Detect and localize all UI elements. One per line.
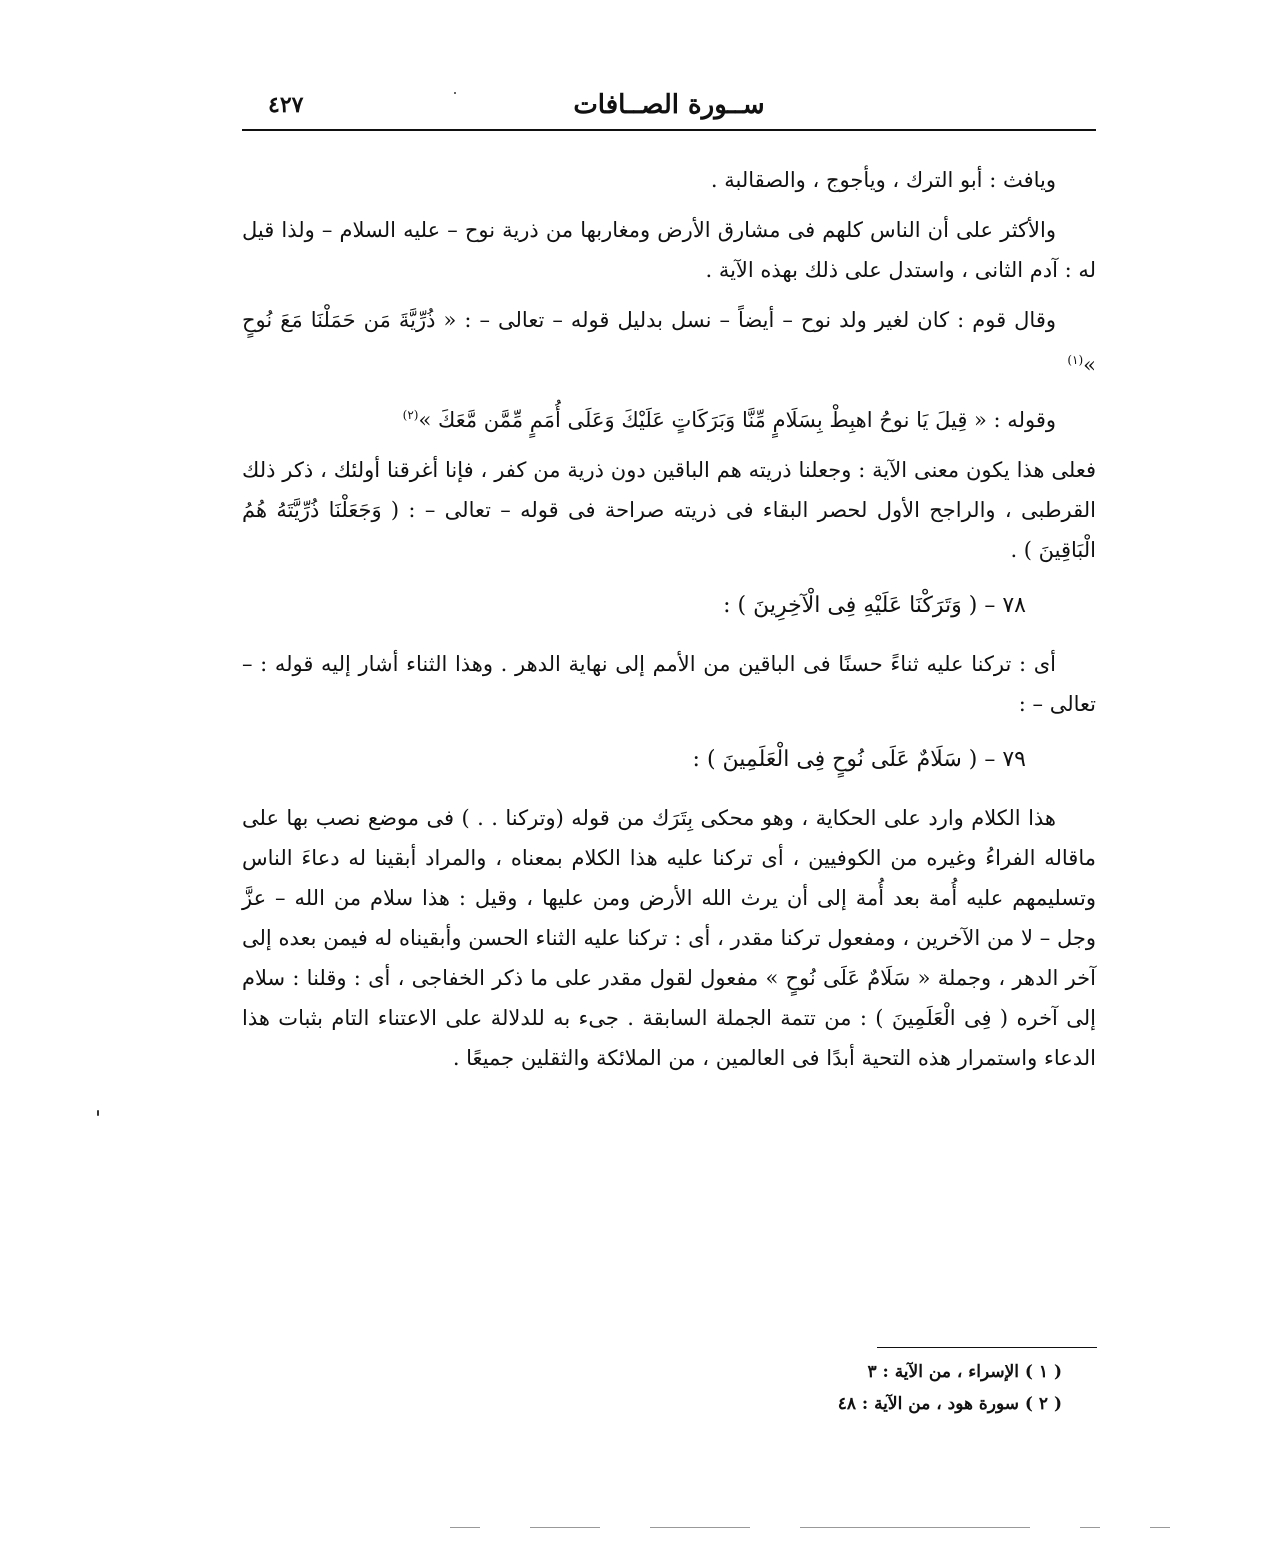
footnotes bbox=[838, 1356, 1062, 1420]
commentary-body bbox=[242, 160, 1096, 1088]
verse-78-heading: ٧٨ – ( وَتَرَكْنَا عَلَيْهِ فِى الْآخِرِينَ ) : bbox=[723, 593, 1026, 618]
paragraph-verse-79: هذا الكلام وارد على الحكاية ، وهو محكى بِتَرَك من قوله (وتركنا . . ) فى موضع نصب بها على ماقاله الفراءُ وغيره من الكوفيين ، أى تركنا عليه هذا الكلام بمعناه ، والمراد أبقينا له دعاءَ الناس وتسليمهم عليه أُمة بعد أُمة إلى أن يرث الله الأرض ومن عليها ، وقيل : هذا سلام من الله – عزَّ وجل – لا من الآخرين ، ومفعول تركنا مقدر ، أى : تركنا عليه الثناء الحسن وأبقيناه له فيمن بعده إلى آخر الدهر ، وجملة « سَلَامٌ عَلَى نُوحٍ » مفعول لقول مقدر على ما ذكر الخفاجى ، أى : وقلنا : سلام إلى آخره ( فِى الْعَلَمِينَ ) : من تتمة الجملة السابقة . جىء به للدلالة على الاعتناء التام بثبات هذا الدعاء واستمرار هذه التحية أبدًا فى العالمين ، من الملائكة والثقلين جميعًا . bbox=[242, 806, 1096, 1070]
paragraph-verse-quote bbox=[242, 395, 1096, 440]
paragraph-verse-quote-text: وقوله : « قِيلَ يَا نوحُ اهبِطْ بِسَلَامٍ مِّنَّا وَبَرَكَاتٍ عَلَيْكَ وَعَلَى أُمَمٍ مِّمَّن مَّعَكَ » bbox=[418, 408, 1056, 432]
page-number: ٤٢٧ bbox=[268, 92, 304, 118]
footnote-divider bbox=[877, 1347, 1097, 1348]
footnote-ref-2: (٢) bbox=[402, 408, 419, 422]
paragraph-meaning: فعلى هذا يكون معنى الآية : وجعلنا ذريته هم الباقين دون ذرية من كفر ، فإنا أغرقنا أولئك ، ذكر ذلك القرطبى ، والراجح الأول لحصر البقاء فى ذريته صراحة فى قوله – تعالى – : ( وَجَعَلْنَا ذُرِّيَّتَهُ هُمُ الْبَاقِينَ ) . bbox=[242, 458, 1096, 562]
paragraph-other-view bbox=[242, 300, 1096, 385]
footnote-2: ( ٢ ) سورة هود ، من الآية : ٤٨ bbox=[837, 1394, 1062, 1414]
verse-79-heading: ٧٩ – ( سَلَامٌ عَلَى نُوحٍ فِى الْعَلَمِينَ ) : bbox=[692, 747, 1026, 772]
paragraph-japheth: ويافث : أبو الترك ، ويأجوج ، والصقالبة . bbox=[710, 168, 1056, 192]
paragraph-descendants: والأكثر على أن الناس كلهم فى مشارق الأرض ومغاربها من ذرية نوح – عليه السلام – ولذا قيل له : آدم الثانى ، واستدل على ذلك بهذه الآية . bbox=[242, 218, 1096, 282]
surah-title: ســورة الصــافات bbox=[573, 90, 765, 120]
scan-speck bbox=[454, 92, 456, 94]
header-divider bbox=[242, 129, 1096, 131]
paragraph-verse-78: أى : تركنا عليه ثناءً حسنًا فى الباقين من الأمم إلى نهاية الدهر . وهذا الثناء أشار إليه قوله : – تعالى – : bbox=[242, 652, 1096, 716]
scan-edge-marks bbox=[170, 1527, 1170, 1529]
footnote-1: ( ١ ) الإسراء ، من الآية : ٣ bbox=[867, 1362, 1062, 1382]
footnote-ref-1: (١) bbox=[1067, 353, 1084, 367]
paragraph-other-view-text: وقال قوم : كان لغير ولد نوح – أيضاً – نسل بدليل قوله – تعالى – : « ذُرِّيَّةَ مَن حَمَلْنَا مَعَ نُوحٍ » bbox=[242, 308, 1096, 377]
scan-speck bbox=[97, 1110, 99, 1116]
page-header bbox=[244, 82, 1094, 128]
